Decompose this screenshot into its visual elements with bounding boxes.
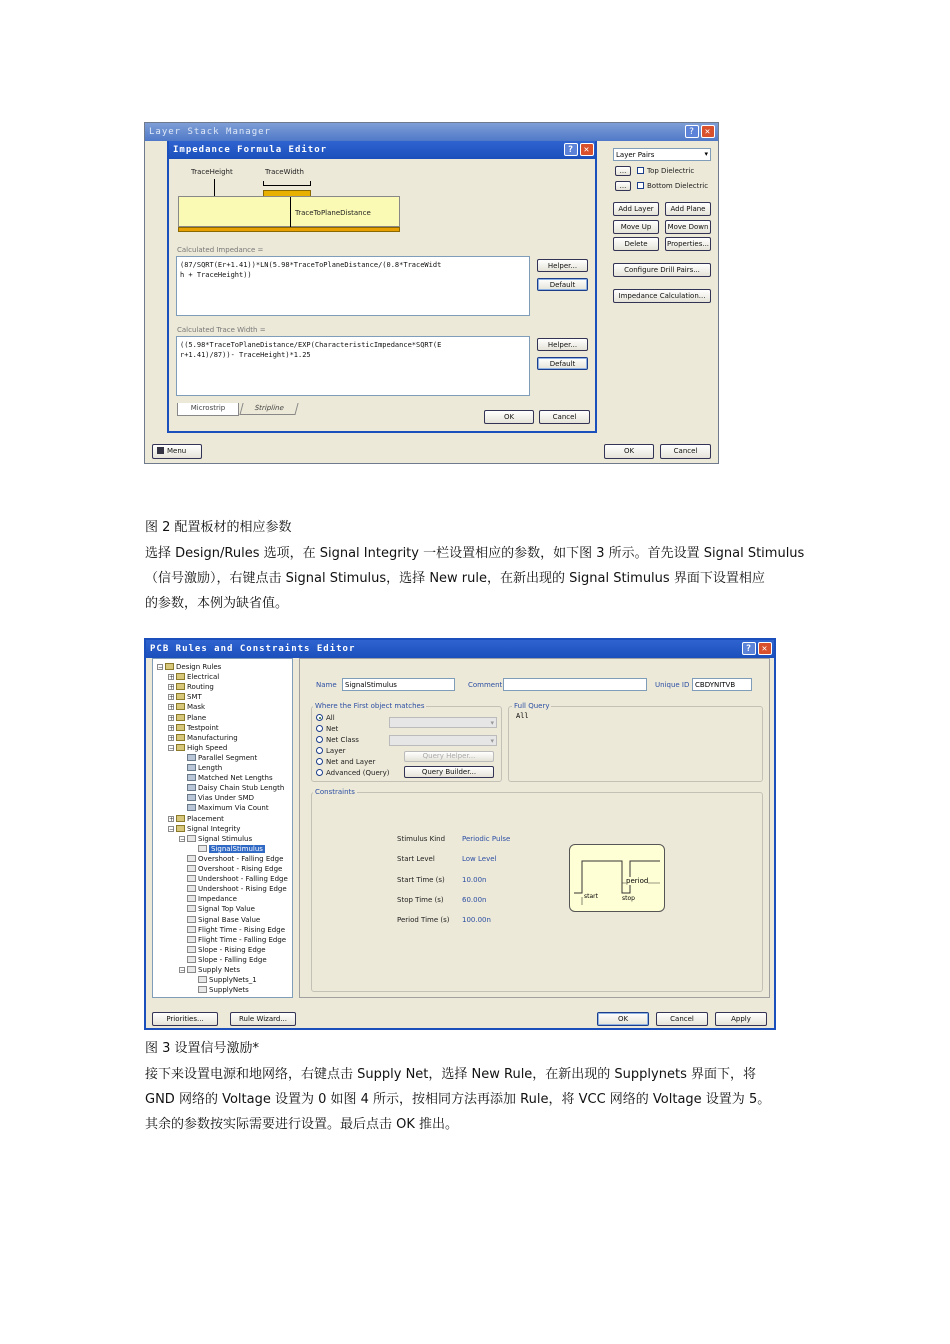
rule-icon	[187, 804, 196, 811]
tree-item-label: Flight Time - Rising Edge	[198, 925, 285, 934]
tree-item[interactable]	[179, 763, 222, 773]
layer-pairs-select[interactable]: Layer Pairs ▾	[613, 148, 711, 161]
tree-item-label: SupplyNets	[209, 986, 249, 995]
doc-icon	[198, 976, 207, 983]
collapse-icon[interactable]: −	[169, 744, 175, 752]
expand-icon[interactable]: +	[169, 714, 175, 722]
rules-ok-button[interactable]: OK	[597, 1012, 649, 1026]
tree-item[interactable]	[179, 834, 252, 844]
radio-icon	[316, 714, 323, 721]
where-option[interactable]: Net and Layer	[316, 758, 375, 767]
where-group-title: Where the First object matches	[315, 702, 425, 710]
top-dielectric-check[interactable]: Top Dielectric	[637, 167, 694, 176]
paragraph-2-line-1: 接下来设置电源和地网络，右键点击 Supply Net，选择 New Rule，在新出现的 Supplynets 界面下，将	[145, 1067, 756, 1082]
chevron-down-icon: ▾	[704, 150, 708, 158]
folder-icon	[165, 663, 174, 670]
tree-item[interactable]	[168, 713, 206, 723]
doc-icon	[187, 865, 196, 872]
close-icon[interactable]: ✕	[580, 143, 594, 156]
doc-icon	[187, 855, 196, 862]
figure-2-caption: 图 2 配置板材的相应参数	[145, 520, 292, 535]
close-icon[interactable]: ✕	[701, 125, 715, 138]
query-helper-button[interactable]: Query Helper...	[404, 751, 494, 762]
tree-item-label: Vias Under SMD	[198, 794, 255, 803]
add-plane-button[interactable]: Add Plane	[665, 202, 711, 216]
tree-item[interactable]	[179, 894, 237, 904]
close-icon[interactable]: ✕	[758, 642, 772, 655]
tree-item-label: Manufacturing	[187, 733, 238, 742]
tree-item-label: Signal Integrity	[187, 824, 241, 833]
folder-icon	[176, 825, 185, 832]
doc-icon	[187, 885, 196, 892]
unique-id-field[interactable]: CBDYNITVB	[692, 678, 752, 691]
doc-icon	[187, 875, 196, 882]
tab-stripline[interactable]: Stripline	[239, 403, 298, 415]
where-option[interactable]: Layer	[316, 747, 346, 756]
folder-icon	[176, 724, 185, 731]
name-field[interactable]: SignalStimulus	[342, 678, 455, 691]
folder-icon	[176, 815, 185, 822]
tree-item-label: High Speed	[187, 743, 228, 752]
width-helper-button[interactable]: Helper...	[537, 338, 588, 351]
doc-icon	[198, 845, 207, 852]
start-time-label: Start Time (s)	[397, 876, 445, 884]
help-icon[interactable]: ?	[564, 143, 578, 156]
trace-to-plane-arrow	[290, 197, 291, 227]
start-level-value[interactable]: Low Level	[462, 855, 497, 863]
width-default-button[interactable]: Default	[537, 357, 588, 370]
expand-icon[interactable]: +	[169, 734, 175, 742]
doc-icon	[187, 895, 196, 902]
tree-item-label: Signal Top Value	[198, 905, 255, 914]
bottom-dielectric-check[interactable]: Bottom Dielectric	[637, 182, 708, 191]
doc-icon	[187, 835, 196, 842]
tree-item[interactable]	[179, 935, 286, 945]
folder-icon	[176, 693, 185, 700]
folder-icon	[176, 673, 185, 680]
outer-cancel-button[interactable]: Cancel	[660, 444, 711, 459]
rule-icon	[187, 754, 196, 761]
stimulus-kind-label: Stimulus Kind	[397, 835, 446, 843]
configure-drill-pairs-button[interactable]: Configure Drill Pairs...	[613, 263, 711, 277]
net-select[interactable]	[389, 717, 497, 728]
help-icon[interactable]: ?	[685, 125, 699, 138]
bottom-dielectric-ellipsis-button[interactable]: ...	[615, 181, 631, 191]
tree-item[interactable]	[168, 814, 224, 824]
tree-item-label: Overshoot - Falling Edge	[198, 854, 284, 863]
paragraph-1-line-1: 选择 Design/Rules 选项，在 Signal Integrity 一栏设置相应的参数，如下图 3 所示。首先设置 Signal Stimulus	[145, 546, 805, 561]
where-option[interactable]: Net Class	[316, 736, 359, 745]
window-title: PCB Rules and Constraints Editor	[150, 644, 356, 654]
expand-icon[interactable]: +	[169, 704, 175, 712]
tree-item-label: Placement	[187, 814, 224, 823]
tree-item-label: Slope - Falling Edge	[198, 955, 267, 964]
tree-item-label: Plane	[187, 713, 207, 722]
full-query-value: All	[516, 712, 529, 720]
collapse-icon[interactable]: −	[169, 825, 175, 833]
period-label: period	[626, 877, 649, 885]
tree-item-label: Daisy Chain Stub Length	[198, 784, 285, 793]
tree-item-label: Overshoot - Rising Edge	[198, 865, 283, 873]
trace-width-formula-field[interactable]: ((5.98*TraceToPlaneDistance/EXP(CharacteristicImpedance*SQRT(E r+1.41)/87))- TraceHeight)*1.25	[176, 336, 530, 396]
doc-icon	[187, 916, 196, 923]
tree-item[interactable]	[179, 773, 273, 783]
tree-item-label: Design Rules	[176, 663, 222, 671]
impedance-formula-editor-titlebar	[169, 141, 595, 159]
delete-button[interactable]: Delete	[613, 237, 659, 251]
tree-item[interactable]	[179, 884, 287, 894]
top-dielectric-ellipsis-button[interactable]: ...	[615, 166, 631, 176]
tree-item-label: Length	[198, 764, 223, 772]
plane-layer	[178, 227, 400, 232]
dialog-title: Impedance Formula Editor	[173, 145, 328, 155]
rules-tree-panel[interactable]	[152, 658, 293, 998]
chevron-down-icon: ▾	[490, 737, 494, 745]
period-time-value[interactable]: 100.00n	[462, 916, 491, 924]
rule-wizard-button[interactable]: Rule Wizard...	[230, 1012, 296, 1026]
collapse-icon[interactable]: −	[158, 664, 164, 671]
move-up-button[interactable]: Move Up	[613, 220, 659, 234]
name-label: Name	[316, 681, 337, 689]
trace-height-label: TraceHeight	[191, 168, 233, 176]
pcb-rules-editor-window	[144, 638, 776, 1030]
tree-item[interactable]	[179, 915, 260, 925]
tree-item-label: Supply Nets	[198, 966, 241, 974]
outer-ok-button[interactable]: OK	[604, 444, 654, 459]
folder-icon	[176, 683, 185, 690]
comment-field[interactable]	[503, 678, 647, 691]
constraints-group	[311, 792, 763, 992]
tree-item[interactable]	[190, 985, 249, 995]
tree-item[interactable]	[168, 672, 219, 682]
full-query-group	[508, 706, 763, 782]
tree-item[interactable]	[179, 793, 254, 803]
stimulus-kind-value[interactable]: Periodic Pulse	[462, 835, 511, 843]
net-class-select[interactable]	[389, 735, 497, 746]
doc-icon	[187, 905, 196, 912]
start-level-label: Start Level	[397, 855, 435, 863]
folder-icon	[176, 734, 185, 741]
tree-item[interactable]	[179, 965, 240, 975]
tree-item[interactable]	[179, 945, 266, 955]
constraints-title: Constraints	[315, 788, 355, 796]
tab-microstrip[interactable]: Microstrip	[177, 403, 239, 416]
stop-time-label: Stop Time (s)	[397, 896, 444, 904]
start-time-value[interactable]: 10.00n	[462, 876, 487, 884]
calculated-trace-width-label: Calculated Trace Width =	[177, 326, 266, 334]
tree-item[interactable]	[179, 803, 269, 813]
tree-item-label: SMT	[187, 693, 202, 702]
collapse-icon[interactable]: −	[180, 835, 186, 843]
paragraph-2-line-2: GND 网络的 Voltage 设置为 0 如图 4 所示，按相同方法再添加 Rule，将 VCC 网络的 Voltage 设置为 5。	[145, 1092, 771, 1107]
tree-item[interactable]	[179, 925, 285, 935]
tree-item-label: Signal Base Value	[198, 915, 261, 924]
dialog-cancel-button[interactable]: Cancel	[539, 410, 590, 424]
tree-item-label: Impedance	[198, 895, 237, 904]
radio-icon	[316, 725, 323, 732]
query-builder-button[interactable]: Query Builder...	[404, 766, 494, 778]
stop-label: stop	[622, 895, 635, 902]
radio-icon	[316, 747, 323, 754]
rule-icon	[187, 774, 196, 781]
tree-item-label: Parallel Segment	[198, 753, 258, 762]
expand-icon[interactable]: +	[169, 815, 175, 823]
expand-icon[interactable]: +	[169, 674, 175, 682]
tree-item[interactable]	[190, 975, 257, 985]
paragraph-1-line-3: 的参数，本例为缺省值。	[145, 596, 289, 611]
properties-button[interactable]: Properties...	[665, 237, 711, 251]
collapse-icon[interactable]: −	[180, 967, 186, 974]
tree-item[interactable]	[179, 904, 255, 914]
expand-icon[interactable]: +	[169, 724, 175, 732]
tree-item[interactable]	[168, 723, 219, 733]
tree-item[interactable]	[179, 753, 257, 763]
period-time-label: Period Time (s)	[397, 916, 450, 924]
menu-icon	[157, 447, 164, 454]
chevron-down-icon: ▾	[490, 719, 494, 727]
tree-item-label: Maximum Via Count	[198, 804, 269, 813]
pulse-waveform	[570, 845, 666, 913]
pulse-diagram	[569, 844, 665, 912]
impedance-formula-field[interactable]: (87/SQRT(Er+1.41))*LN(5.98*TraceToPlaneDistance/(0.8*TraceWidt h + TraceHeight))	[176, 256, 530, 316]
tree-item-label: Routing	[187, 683, 214, 692]
impedance-default-button[interactable]: Default	[537, 278, 588, 291]
where-option[interactable]: Advanced (Query)	[316, 769, 390, 778]
pcb-rules-editor-titlebar	[146, 640, 774, 658]
tree-item-label: Undershoot - Falling Edge	[198, 875, 288, 884]
trace-width-dimension	[263, 181, 311, 186]
tree-item-label: Electrical	[187, 673, 220, 682]
radio-icon	[316, 758, 323, 765]
tree-item[interactable]	[168, 692, 202, 702]
rule-icon	[187, 784, 196, 791]
tree-item[interactable]	[168, 743, 227, 753]
dialog-ok-button[interactable]: OK	[484, 410, 534, 424]
tree-item-label: Mask	[187, 703, 206, 712]
stop-time-value[interactable]: 60.00n	[462, 896, 487, 904]
doc-icon	[187, 936, 196, 943]
tree-item-label: Slope - Rising Edge	[198, 945, 266, 954]
move-down-button[interactable]: Move Down	[665, 220, 711, 234]
impedance-helper-button[interactable]: Helper...	[537, 259, 588, 272]
calculated-impedance-label: Calculated Impedance =	[177, 246, 264, 254]
tree-item[interactable]	[168, 733, 238, 743]
layer-stack-manager-titlebar	[145, 123, 718, 141]
doc-icon	[187, 926, 196, 933]
tree-item-label: Undershoot - Rising Edge	[198, 885, 287, 894]
tree-item[interactable]	[168, 702, 205, 712]
rule-icon	[187, 794, 196, 801]
expand-icon[interactable]: +	[169, 694, 175, 702]
where-option[interactable]: All	[316, 714, 335, 723]
priorities-button[interactable]: Priorities...	[152, 1012, 218, 1026]
tree-item[interactable]	[157, 662, 221, 672]
tree-item[interactable]	[168, 824, 240, 834]
tree-item[interactable]	[179, 874, 288, 884]
menu-button[interactable]: Menu	[152, 444, 202, 459]
tree-item[interactable]	[168, 682, 214, 692]
checkbox-icon	[637, 182, 644, 189]
tree-item[interactable]	[179, 864, 282, 874]
doc-icon	[187, 956, 196, 963]
radio-icon	[316, 736, 323, 743]
tree-item[interactable]	[179, 854, 283, 864]
tree-item-label: Matched Net Lengths	[198, 774, 273, 783]
tree-item[interactable]	[179, 783, 284, 793]
doc-icon	[198, 986, 207, 993]
rule-icon	[187, 764, 196, 771]
doc-icon	[187, 946, 196, 953]
tree-item-label: Flight Time - Falling Edge	[198, 935, 287, 944]
help-icon[interactable]: ?	[742, 642, 756, 655]
impedance-calculation-button[interactable]: Impedance Calculation...	[613, 289, 711, 303]
folder-icon	[176, 703, 185, 710]
expand-icon[interactable]: +	[169, 684, 175, 692]
paragraph-1-line-2: （信号激励），右键点击 Signal Stimulus，选择 New rule，在新出现的 Signal Stimulus 界面下设置相应	[145, 571, 765, 586]
window-title: Layer Stack Manager	[149, 127, 271, 137]
figure-3-caption: 图 3 设置信号激励*	[145, 1041, 260, 1056]
trace-width-label: TraceWidth	[265, 168, 304, 176]
tree-item[interactable]	[179, 955, 267, 965]
where-option[interactable]: Net	[316, 725, 338, 734]
radio-icon	[316, 769, 323, 776]
tree-item-label: SignalStimulus	[211, 844, 263, 853]
folder-icon	[176, 714, 185, 721]
paragraph-2-line-3: 其余的参数按实际需要进行设置。最后点击 OK 推出。	[145, 1117, 459, 1132]
doc-icon	[187, 966, 196, 973]
add-layer-button[interactable]: Add Layer	[613, 202, 659, 216]
tree-item-label: Signal Stimulus	[198, 834, 253, 843]
full-query-title: Full Query	[514, 702, 550, 710]
comment-label: Comment	[468, 681, 503, 689]
impedance-formula-editor-window	[167, 141, 597, 433]
trace-to-plane-label: TraceToPlaneDistance	[295, 209, 371, 217]
rules-apply-button[interactable]: Apply	[715, 1012, 767, 1026]
tree-item-label: Testpoint	[187, 723, 219, 732]
tree-item-label: SupplyNets_1	[209, 976, 257, 985]
folder-icon	[176, 744, 185, 751]
start-label: start	[584, 893, 598, 900]
unique-id-label: Unique ID	[655, 681, 690, 689]
checkbox-icon	[637, 167, 644, 174]
tree-item[interactable]	[190, 844, 265, 854]
rules-cancel-button[interactable]: Cancel	[656, 1012, 708, 1026]
